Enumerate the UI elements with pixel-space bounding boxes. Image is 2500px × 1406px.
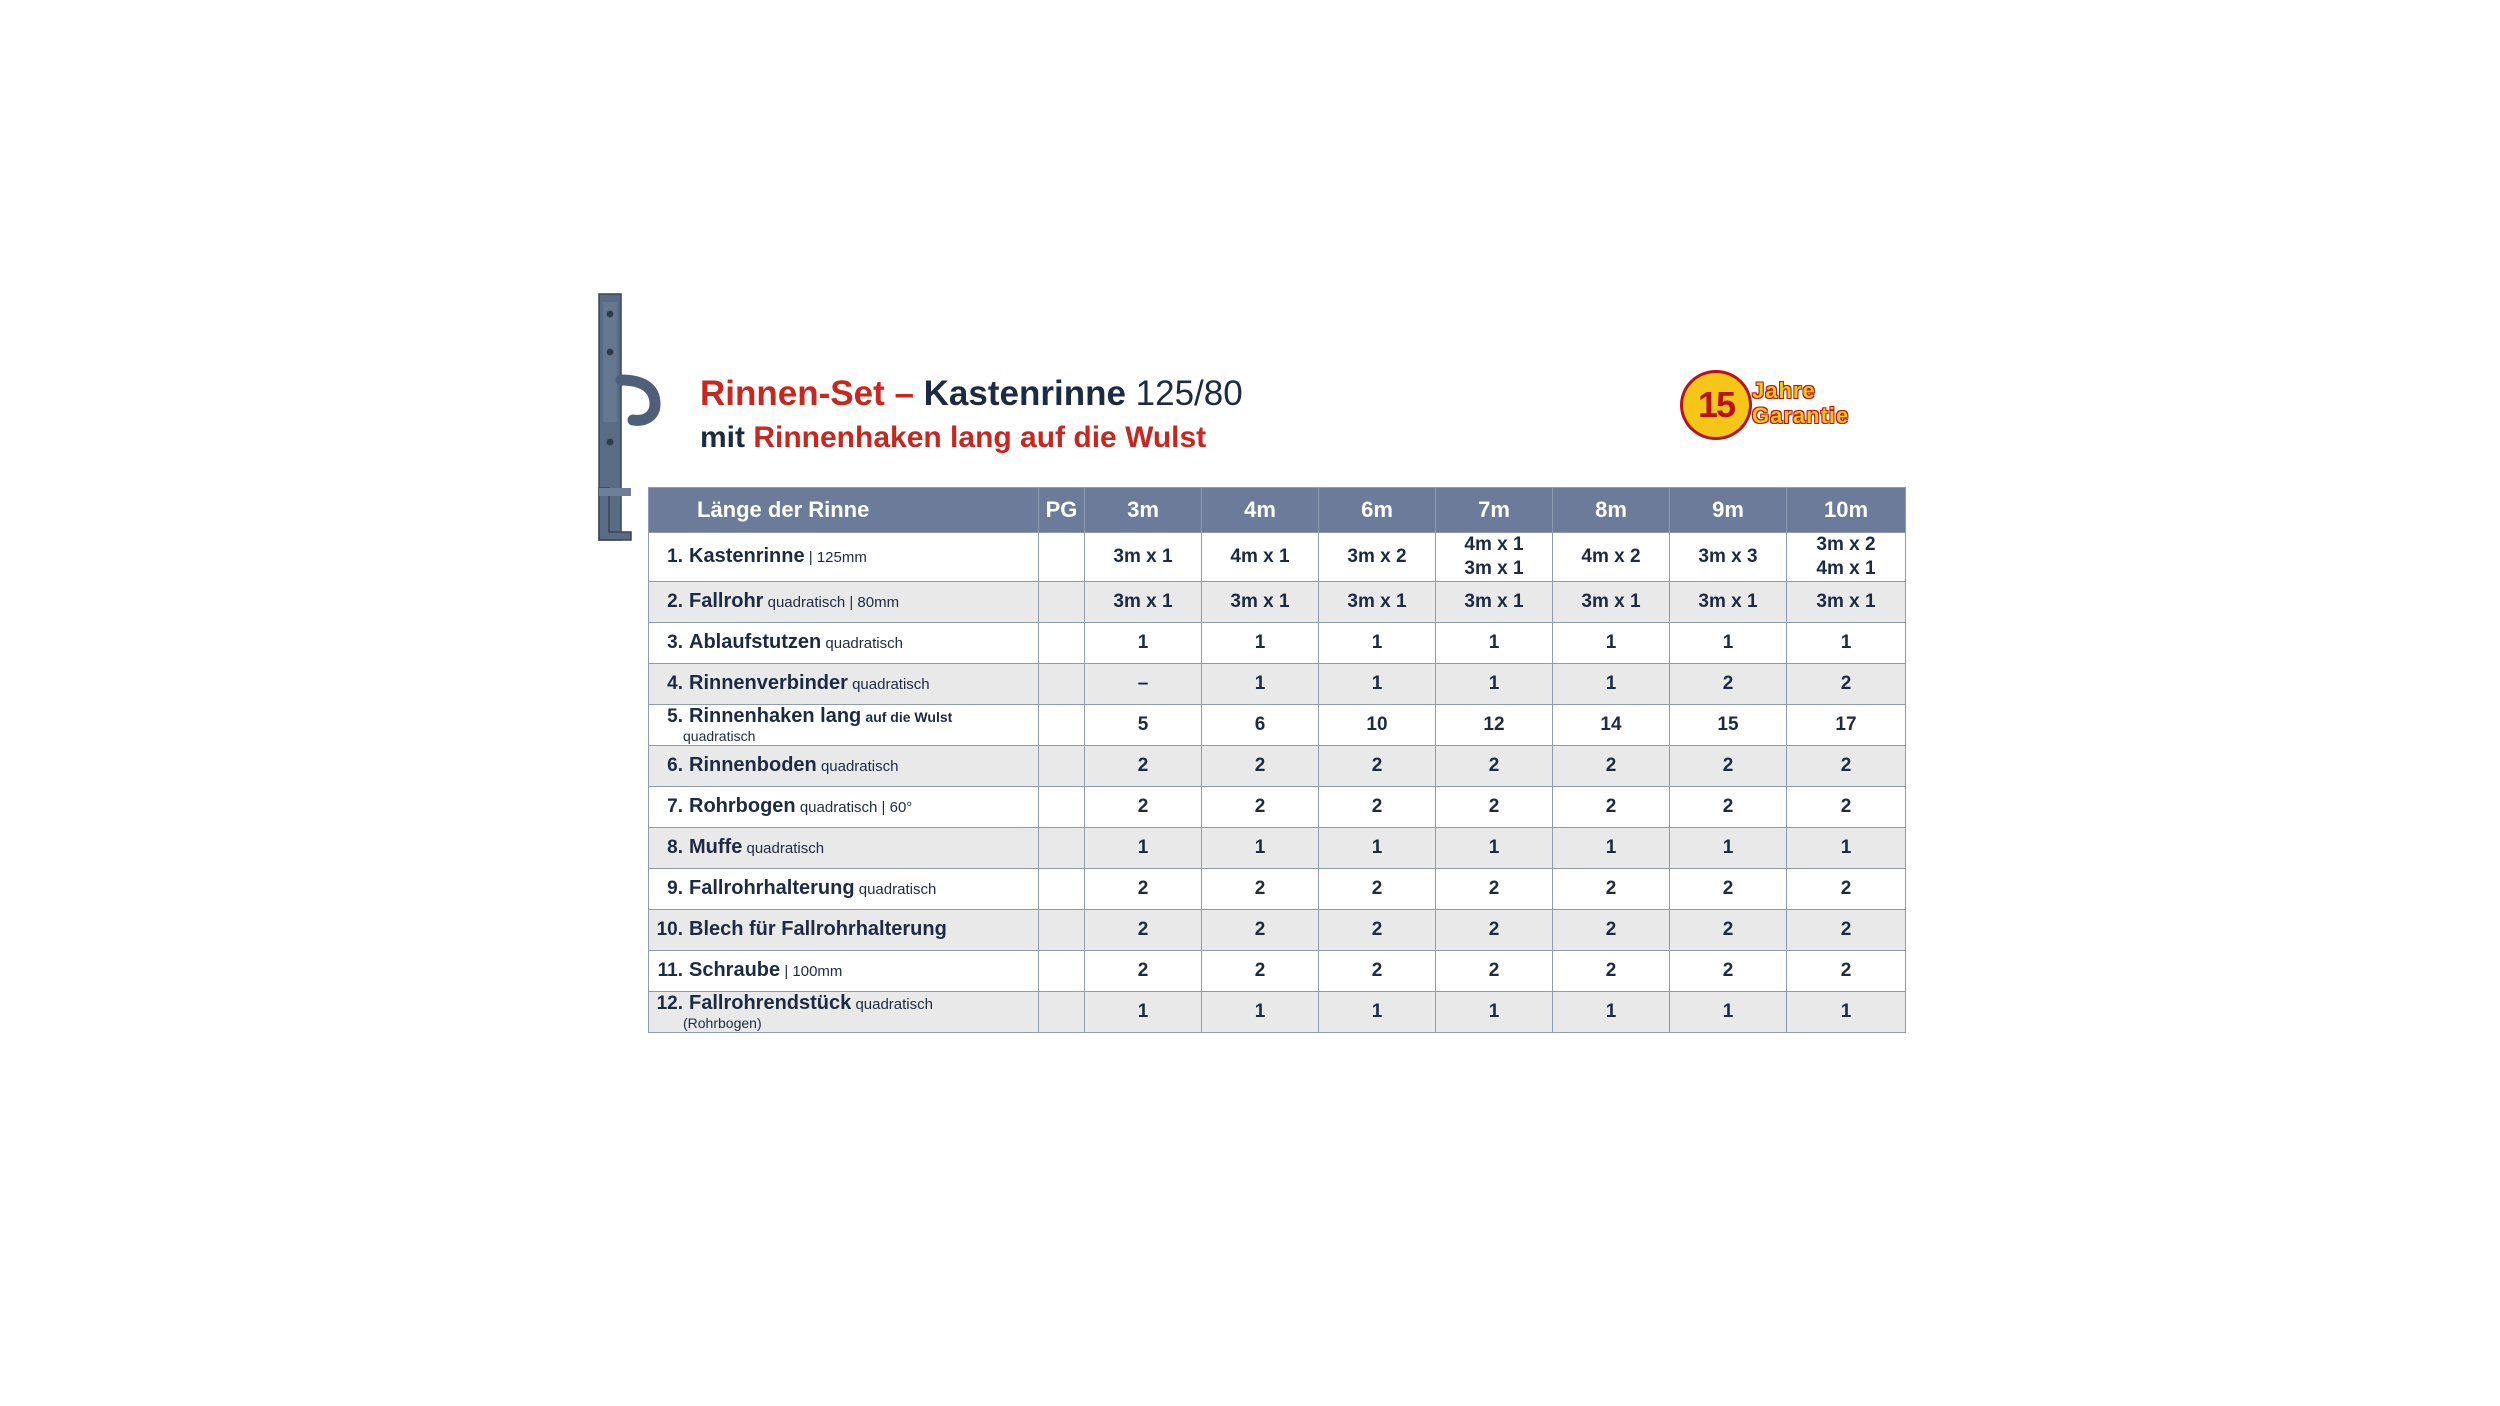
row-value-cell: 2 [1319, 745, 1436, 786]
row-value-cell: 1 [1319, 622, 1436, 663]
row-value-cell: 3m x 1 [1085, 533, 1202, 582]
row-label-cell [649, 581, 1039, 622]
row-value-cell: 2 [1085, 909, 1202, 950]
row-value-cell: 3m x 2 4m x 1 [1787, 533, 1906, 582]
row-value-cell: 1 [1319, 991, 1436, 1032]
row-product-name: Muffe [689, 835, 743, 858]
warranty-years-number: 15 [1697, 384, 1735, 425]
row-value-cell: 2 [1787, 663, 1906, 704]
row-number: 11. [657, 959, 683, 981]
row-product-name: Rohrbogen [689, 794, 796, 817]
row-product-name: Fallrohr [689, 589, 764, 612]
title-sub-main: Rinnenhaken lang auf die Wulst [753, 421, 1207, 454]
row-pg-cell [1039, 745, 1085, 786]
row-value-cell: 3m x 1 [1553, 581, 1670, 622]
row-value-cell: 2 [1319, 950, 1436, 991]
row-label-cell [649, 909, 1039, 950]
row-value-cell: 15 [1670, 704, 1787, 745]
column-header-6m: 6m [1319, 488, 1436, 533]
row-value-cell: 3m x 1 [1670, 581, 1787, 622]
row-value-cell: 2 [1553, 909, 1670, 950]
row-label-cell [649, 622, 1039, 663]
row-label-cell [649, 745, 1039, 786]
title-product-label: Kastenrinne [923, 374, 1136, 413]
row-pg-cell [1039, 827, 1085, 868]
row-value-cell: 3m x 3 [1670, 533, 1787, 582]
row-product-name: Blech für Fallrohrhalterung [689, 917, 947, 940]
row-value-cell: 6 [1202, 704, 1319, 745]
table-row [649, 909, 1906, 950]
table-row [649, 581, 1906, 622]
table-row [649, 704, 1906, 745]
row-value-cell: 3m x 1 [1202, 581, 1319, 622]
row-value-cell: 4m x 1 3m x 1 [1436, 533, 1553, 582]
warranty-text-line1: Jahre [1752, 378, 1816, 403]
row-value-cell: 2 [1670, 950, 1787, 991]
row-label-cell [649, 786, 1039, 827]
row-label-cell [649, 827, 1039, 868]
row-separator: | [780, 962, 793, 980]
row-value-cell: 2 [1085, 745, 1202, 786]
row-value-cell: 1 [1202, 827, 1319, 868]
row-value-cell: 2 [1553, 868, 1670, 909]
table-header [649, 488, 1906, 533]
row-pg-cell [1039, 950, 1085, 991]
row-value-cell: 2 [1553, 950, 1670, 991]
table-row [649, 745, 1906, 786]
row-detail: quadratisch [852, 675, 930, 693]
row-value-cell: 3m x 1 [1787, 581, 1906, 622]
row-value-cell: 4m x 2 [1553, 533, 1670, 582]
row-product-name: Kastenrinne [689, 544, 805, 567]
row-value-cell: 1 [1670, 622, 1787, 663]
row-product-name: Rinnenverbinder [689, 671, 848, 694]
row-separator: quadratisch | [795, 798, 890, 816]
row-value-cell: 2 [1787, 868, 1906, 909]
title-set-label: Rinnen-Set – [700, 374, 924, 413]
row-value-cell: 2 [1670, 663, 1787, 704]
row-separator: | [804, 548, 817, 566]
page-title [700, 372, 1600, 458]
row-value-cell: 1 [1787, 991, 1906, 1032]
row-value-cell: 10 [1319, 704, 1436, 745]
row-detail: 100mm [792, 962, 843, 980]
row-label-cell [649, 663, 1039, 704]
row-label-cell [649, 868, 1039, 909]
row-product-name: Ablaufstutzen [689, 630, 822, 653]
table-row [649, 533, 1906, 582]
row-number: 3. [667, 631, 683, 653]
row-value-cell: 1 [1319, 663, 1436, 704]
row-value-cell: 2 [1085, 868, 1202, 909]
table-row [649, 868, 1906, 909]
row-value-cell: 1 [1553, 663, 1670, 704]
row-value-cell: 2 [1436, 950, 1553, 991]
row-label-cell [649, 533, 1039, 582]
row-value-cell: 2 [1202, 909, 1319, 950]
row-pg-cell [1039, 909, 1085, 950]
row-pg-cell [1039, 704, 1085, 745]
row-value-cell: 1 [1319, 827, 1436, 868]
row-value-cell: 17 [1787, 704, 1906, 745]
row-value-cell: 1 [1436, 622, 1553, 663]
row-value-cell: 2 [1202, 745, 1319, 786]
row-product-name: Fallrohrendstück [689, 991, 852, 1014]
row-number: 8. [667, 836, 683, 858]
row-detail-secondary: quadratisch [683, 728, 756, 745]
warranty-text [1752, 378, 1849, 428]
row-value-cell: 4m x 1 [1202, 533, 1319, 582]
row-pg-cell [1039, 533, 1085, 582]
row-value-cell: 1 [1670, 827, 1787, 868]
row-value-cell: 14 [1553, 704, 1670, 745]
row-value-cell: 1 [1553, 827, 1670, 868]
row-number: 12. [656, 992, 683, 1014]
warranty-badge [1680, 370, 1900, 442]
column-header-length: Länge der Rinne [649, 488, 1039, 533]
row-value-cell: 2 [1202, 868, 1319, 909]
title-line-2 [700, 418, 1600, 458]
row-detail: quadratisch [855, 995, 933, 1013]
row-value-cell: 1 [1202, 663, 1319, 704]
table-header-row [649, 488, 1906, 533]
row-value-cell: 1 [1436, 663, 1553, 704]
row-value-cell: 2 [1670, 868, 1787, 909]
row-value-cell: 5 [1085, 704, 1202, 745]
row-detail: 80mm [857, 593, 900, 611]
row-number: 6. [667, 754, 683, 776]
row-value-cell: 2 [1085, 950, 1202, 991]
table-row [649, 622, 1906, 663]
column-header-7m: 7m [1436, 488, 1553, 533]
row-value-cell: 2 [1670, 745, 1787, 786]
row-value-cell: 2 [1553, 786, 1670, 827]
row-number: 9. [667, 877, 683, 899]
row-value-cell: 1 [1436, 991, 1553, 1032]
row-value-cell: 1 [1787, 622, 1906, 663]
row-pg-cell [1039, 786, 1085, 827]
row-number: 1. [667, 545, 683, 567]
row-value-cell: 1 [1553, 991, 1670, 1032]
row-pg-cell [1039, 581, 1085, 622]
row-value-cell: 3m x 1 [1436, 581, 1553, 622]
title-line-1 [700, 372, 1600, 416]
row-detail: quadratisch [820, 757, 899, 775]
row-value-cell: 2 [1670, 909, 1787, 950]
row-value-cell: 2 [1787, 786, 1906, 827]
row-value-cell: 2 [1319, 868, 1436, 909]
warranty-seal-icon [1680, 370, 1752, 440]
column-header-4m: 4m [1202, 488, 1319, 533]
row-product-name: Rinnenboden [689, 753, 817, 776]
row-value-cell: 1 [1787, 827, 1906, 868]
row-value-cell: 2 [1436, 745, 1553, 786]
row-value-cell: 1 [1085, 622, 1202, 663]
row-value-cell: 2 [1202, 786, 1319, 827]
row-detail: 125mm [816, 548, 867, 566]
row-value-cell: 2 [1436, 868, 1553, 909]
row-label-cell [649, 704, 1039, 745]
row-pg-cell [1039, 622, 1085, 663]
column-header-pg: PG [1039, 488, 1085, 533]
table-row [649, 786, 1906, 827]
row-value-cell: 2 [1670, 786, 1787, 827]
row-value-cell: 2 [1787, 745, 1906, 786]
row-value-cell: 1 [1670, 991, 1787, 1032]
row-detail: quadratisch [858, 880, 937, 898]
row-value-cell: 3m x 1 [1319, 581, 1436, 622]
row-label-cell [649, 991, 1039, 1032]
row-pg-cell [1039, 991, 1085, 1032]
row-value-cell: 2 [1553, 745, 1670, 786]
row-number: 4. [667, 672, 683, 694]
column-header-3m: 3m [1085, 488, 1202, 533]
row-detail: auf die Wulst [865, 708, 953, 725]
row-value-cell: 2 [1319, 786, 1436, 827]
row-value-cell: 2 [1202, 950, 1319, 991]
row-label-cell [649, 950, 1039, 991]
row-value-cell: 1 [1553, 622, 1670, 663]
row-detail: quadratisch [746, 839, 825, 857]
row-value-cell: 1 [1436, 827, 1553, 868]
row-value-cell: 1 [1202, 991, 1319, 1032]
row-pg-cell [1039, 868, 1085, 909]
title-size-label: 125/80 [1135, 374, 1243, 413]
row-value-cell: 1 [1085, 991, 1202, 1032]
row-value-cell: 2 [1319, 909, 1436, 950]
title-sub-prefix: mit [700, 421, 754, 454]
row-product-name: Rinnenhaken lang [689, 704, 862, 727]
row-value-cell: 2 [1787, 950, 1906, 991]
row-value-cell: 12 [1436, 704, 1553, 745]
row-detail: quadratisch [825, 634, 903, 652]
column-header-10m: 10m [1787, 488, 1906, 533]
spec-table-container [648, 487, 1902, 1033]
row-number: 5. [667, 705, 683, 727]
row-number: 10. [656, 918, 683, 940]
row-number: 7. [667, 795, 683, 817]
row-number: 2. [667, 590, 683, 612]
row-pg-cell [1039, 663, 1085, 704]
row-value-cell: – [1085, 663, 1202, 704]
table-row [649, 827, 1906, 868]
row-value-cell: 1 [1085, 827, 1202, 868]
row-product-name: Schraube [689, 958, 781, 981]
column-header-8m: 8m [1553, 488, 1670, 533]
row-value-cell: 3m x 1 [1085, 581, 1202, 622]
column-header-9m: 9m [1670, 488, 1787, 533]
row-value-cell: 2 [1787, 909, 1906, 950]
row-separator: quadratisch | [763, 593, 858, 611]
warranty-text-line2: Garantie [1752, 403, 1850, 428]
row-value-cell: 1 [1202, 622, 1319, 663]
table-row [649, 663, 1906, 704]
table-row [649, 950, 1906, 991]
row-detail: 60° [889, 798, 913, 816]
gutter-set-spec-table [648, 487, 1906, 1033]
table-body [649, 533, 1906, 1033]
row-value-cell: 3m x 2 [1319, 533, 1436, 582]
row-product-name: Fallrohrhalterung [689, 876, 855, 899]
row-value-cell: 2 [1436, 909, 1553, 950]
row-value-cell: 2 [1085, 786, 1202, 827]
row-value-cell: 2 [1436, 786, 1553, 827]
table-row [649, 991, 1906, 1032]
row-detail-secondary: (Rohrbogen) [683, 1015, 762, 1032]
